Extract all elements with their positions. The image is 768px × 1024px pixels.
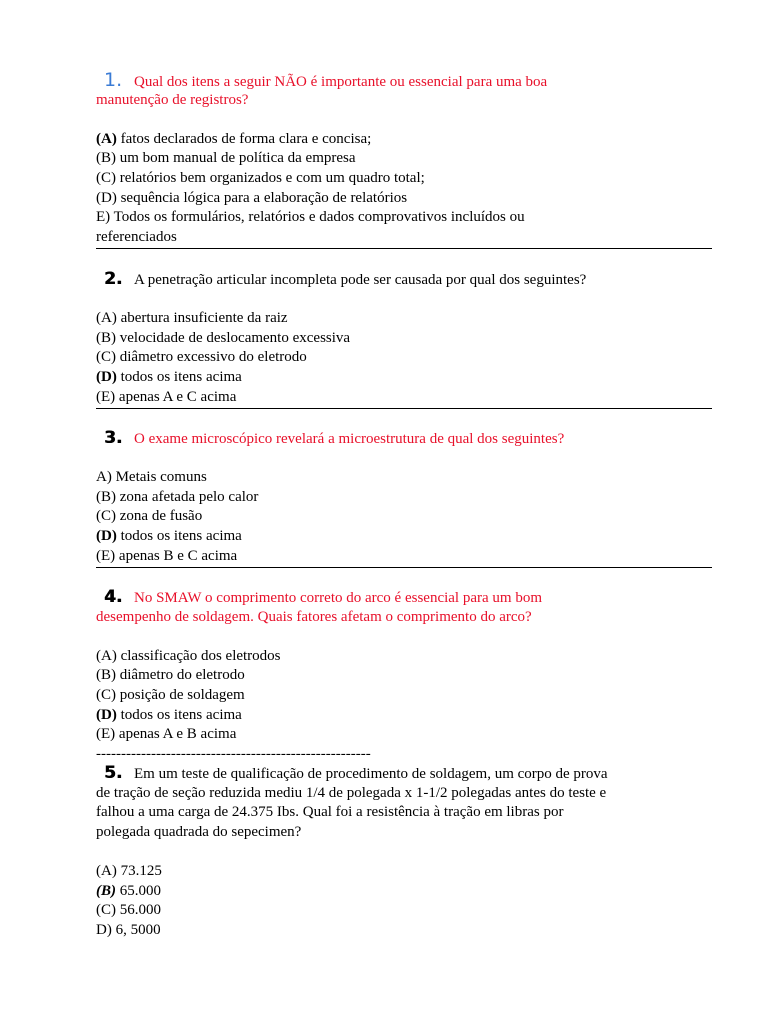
option-e: (E) apenas B e C acima xyxy=(96,547,238,564)
option-c: (C) diâmetro excessivo do eletrodo xyxy=(96,349,307,366)
question-stem: 4. No SMAW o comprimento correto do arco é essencial para um bom xyxy=(96,588,712,608)
option-b: (B) velocidade de deslocamento excessiva xyxy=(96,329,351,346)
option-c: (C) 56.000 xyxy=(96,902,161,919)
option-c: (C) posição de soldagem xyxy=(96,686,245,703)
option-d: D) 6, 5000 xyxy=(96,921,161,938)
option-d: (D) todos os itens acima xyxy=(96,368,242,385)
option-b: (B) um bom manual de política da empresa xyxy=(96,150,356,167)
question-stem: 3. O exame microscópico revelará a microestrutura de qual dos seguintes? xyxy=(96,429,712,449)
option-a: (A) classificação dos eletrodos xyxy=(96,647,281,664)
question-stem: 2. A penetração articular incompleta pode ser causada por qual dos seguintes? xyxy=(96,270,712,290)
question-number: 4. xyxy=(104,587,123,607)
option-d: (D) todos os itens acima xyxy=(96,527,242,544)
question-2 xyxy=(96,270,712,407)
option-d: (D) todos os itens acima xyxy=(96,706,242,723)
question-number: 2. xyxy=(104,269,123,289)
question-stem-continued: desempenho de soldagem. Quais fatores afetam o comprimento do arco? xyxy=(96,608,532,625)
option-b: (B) zona afetada pelo calor xyxy=(96,488,259,505)
option-b: (B) diâmetro do eletrodo xyxy=(96,667,245,684)
option-a: (A) fatos declarados de forma clara e concisa; xyxy=(96,130,372,147)
option-e-continued: referenciados xyxy=(96,228,177,245)
question-3 xyxy=(96,429,712,566)
question-stem-continued: polegada quadrada do sepecimen? xyxy=(96,823,302,840)
option-e: (E) apenas A e B acima xyxy=(96,726,237,743)
option-e: E) Todos os formulários, relatórios e dados comprovativos incluídos ou xyxy=(96,209,525,226)
dashed-separator: ------------------------------------------------------- xyxy=(96,745,371,762)
option-c: (C) relatórios bem organizados e com um quadro total; xyxy=(96,169,425,186)
question-1 xyxy=(96,71,712,247)
question-stem-continued: de tração de seção reduzida mediu 1/4 de polegada x 1-1/2 polegadas antes do teste e xyxy=(96,784,607,801)
option-e: (E) apenas A e C acima xyxy=(96,388,237,405)
question-stem-continued: falhou a uma carga de 24.375 Ibs. Qual foi a resistência à tração em libras por xyxy=(96,804,564,821)
option-d: (D) sequência lógica para a elaboração de relatórios xyxy=(96,189,408,206)
question-divider xyxy=(96,567,712,568)
question-4 xyxy=(96,588,712,764)
question-stem: 5. Em um teste de qualificação de procedimento de soldagem, um corpo de prova xyxy=(96,764,712,784)
option-a: (A) abertura insuficiente da raiz xyxy=(96,310,288,327)
option-b: (B) 65.000 xyxy=(96,882,161,899)
question-number: 3. xyxy=(104,428,123,448)
question-number: 5. xyxy=(104,763,123,783)
question-stem-continued: manutenção de registros? xyxy=(96,91,249,108)
question-divider xyxy=(96,248,712,249)
option-a: A) Metais comuns xyxy=(96,469,207,486)
option-c: (C) zona de fusão xyxy=(96,508,203,525)
option-a: (A) 73.125 xyxy=(96,862,162,879)
question-number: 1. xyxy=(104,69,123,91)
question-divider xyxy=(96,408,712,409)
question-stem: 1. Qual dos itens a seguir NÃO é importante ou essencial para uma boa xyxy=(96,71,712,91)
question-5 xyxy=(96,764,712,940)
